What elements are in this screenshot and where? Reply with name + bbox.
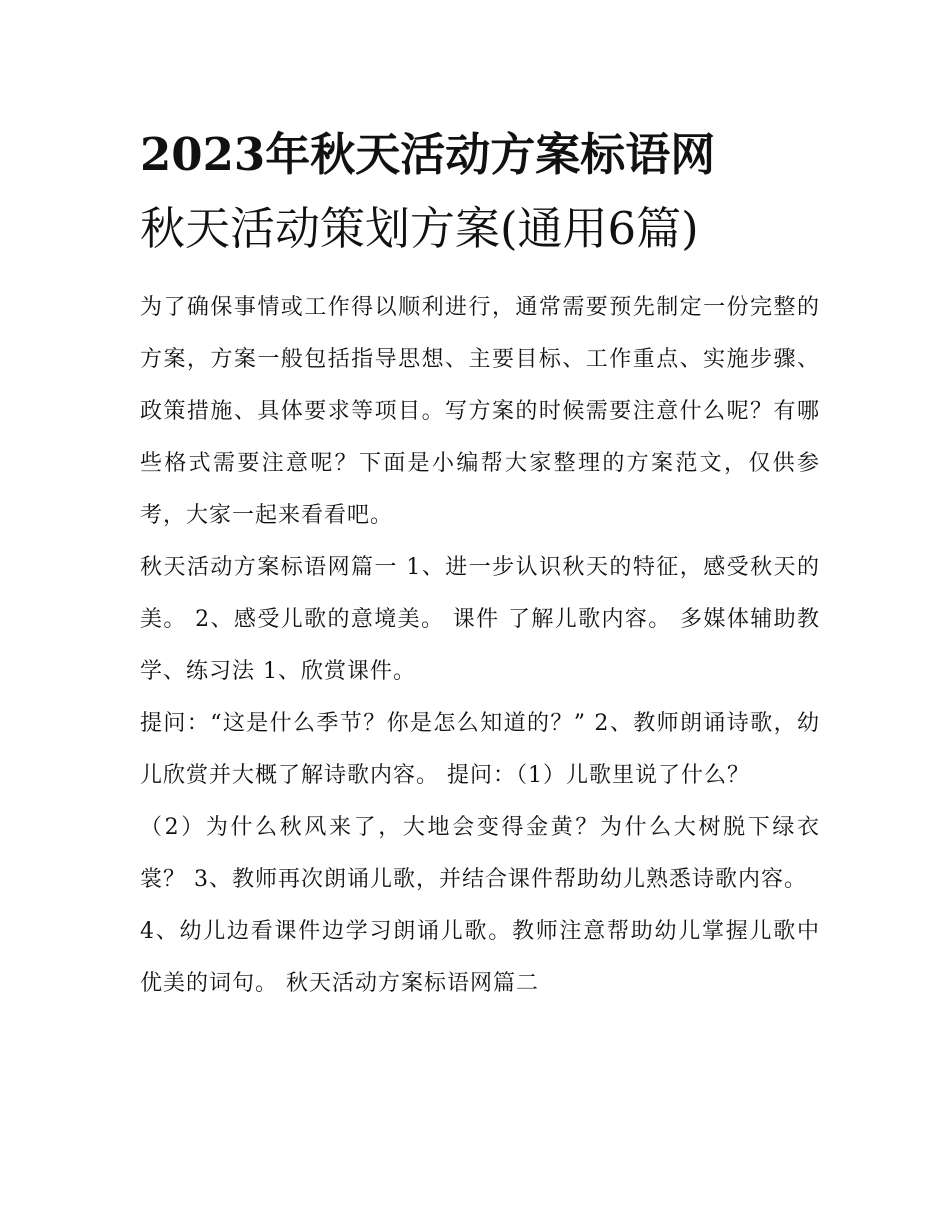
- paragraph-intro: 为了确保事情或工作得以顺利进行，通常需要预先制定一份完整的方案，方案一般包括指导思想、主要目标、工作重点、实施步骤、政策措施、具体要求等项目。写方案的时候需要注意什么呢？有哪些格式需要注意呢？下面是小编帮大家整理的方案范文，仅供参考，大家一起来看看吧。: [140, 295, 820, 528]
- title-line-2: 秋天活动策划方案(通用6篇): [140, 202, 699, 255]
- document-title: [140, 118, 820, 266]
- document-page: [140, 118, 820, 1010]
- paragraph-section-1: 秋天活动方案标语网篇一 1、进一步认识秋天的特征，感受秋天的美。 2、感受儿歌的意境美。 课件 了解儿歌内容。 多媒体辅助教学、练习法 1、欣赏课件。: [140, 555, 820, 684]
- paragraph-question-1: 提问：“这是什么季节？你是怎么知道的？” 2、教师朗诵诗歌，幼儿欣赏并大概了解诗歌内容。 提问：（1）儿歌里说了什么？: [140, 711, 820, 788]
- document-body: [140, 282, 820, 1010]
- paragraph-question-2: （2）为什么秋风来了，大地会变得金黄？为什么大树脱下绿衣裳？ 3、教师再次朗诵儿歌，并结合课件帮助幼儿熟悉诗歌内容。: [140, 815, 820, 892]
- paragraph-step-4: 4、幼儿边看课件边学习朗诵儿歌。教师注意帮助幼儿掌握儿歌中优美的词句。 秋天活动方案标语网篇二: [140, 919, 820, 996]
- title-line-1: 2023年秋天活动方案标语网: [140, 128, 716, 181]
